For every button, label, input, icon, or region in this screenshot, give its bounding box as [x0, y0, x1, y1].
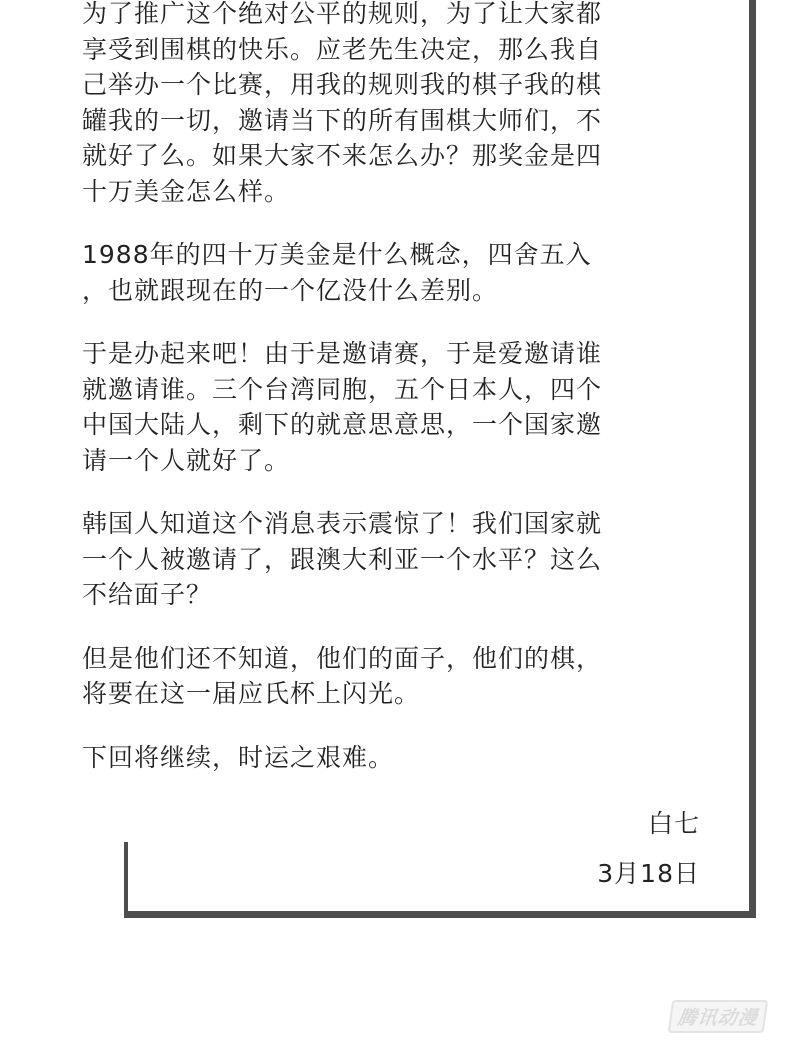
- letter-date: 3月18日: [597, 859, 700, 888]
- paragraph-3: 于是办起来吧！由于是邀请赛，于是爱邀请谁 就邀请谁。三个台湾同胞，五个日本人，四个 中国大陆人，剩下的就意思意思，一个国家邀 请一个人就好了。: [82, 339, 603, 475]
- frame-right-border: [749, 0, 756, 918]
- frame-left-border: [124, 842, 128, 918]
- watermark-text: 腾讯动漫: [668, 1000, 769, 1033]
- letter-body: [82, 0, 732, 803]
- author-signature: 白七: [647, 809, 700, 838]
- paragraph-6: 下回将继续，时运之艰难。: [82, 742, 395, 772]
- frame-bottom-border: [124, 911, 756, 918]
- paragraph-4: 韩国人知道这个消息表示震惊了！我们国家就 一个人被邀请了，跟澳大利亚一个水平？这么 不给面子？: [82, 509, 603, 609]
- paragraph-2: 1988年的四十万美金是什么概念，四舍五入 ，也就跟现在的一个亿没什么差别。: [82, 240, 592, 305]
- paragraph-1: 为了推广这个绝对公平的规则，为了让大家都 享受到围棋的快乐。应老先生决定，那么我自 己举办一个比赛，用我的规则我的棋子我的棋 罐我的一切，邀请当下的所有围棋大师们，不 就好了么。如果大家不来怎么办？那奖金是四 十万美金怎么样。: [82, 0, 603, 206]
- paragraph-5: 但是他们还不知道，他们的面子，他们的棋， 将要在这一届应氏杯上闪光。: [82, 643, 603, 708]
- watermark-logo: [656, 1001, 780, 1031]
